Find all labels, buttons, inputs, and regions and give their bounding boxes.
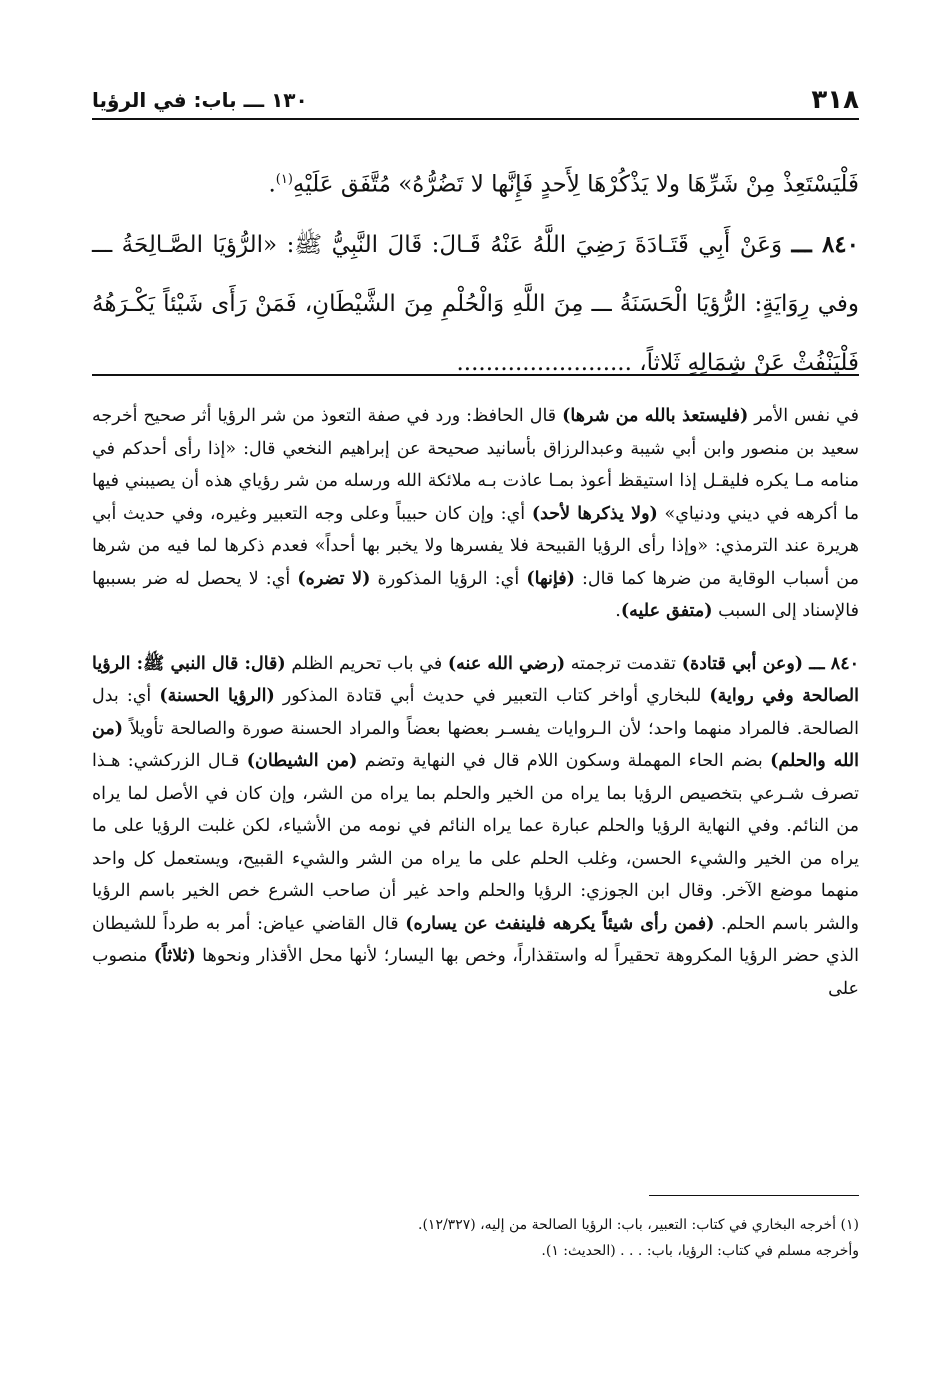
hadith-840: [92, 215, 859, 393]
continuation-text: فَلْيَسْتَعِذْ مِنْ شَرِّهَا ولا يَذْكُرْهَا لِأَحدٍ فَإِنَّها لا تَضُرُّهُ» مُتَّفَق عَلَيْهِ: [292, 171, 859, 198]
page-number: ٣١٨: [811, 85, 859, 115]
quoted-phrase: (قال: قال النبي ﷺ: الرؤيا الصالحة وفي رواية): [92, 653, 859, 706]
commentary-text: أي: لا يحصل له ضر بسببها فالإسناد إلى السبب: [92, 568, 859, 621]
quoted-phrase: (متفق عليه): [620, 601, 713, 621]
commentary-text: قـال الزركشي: هـذا تصرف شـرعي بتخصيص الرؤيا بما يراه من الخير والحلم بما يراه من الشر، وإن كان في الأصل لما يراه من النائم. وفي النهاية الرؤيا والحلم عبارة عما يراه النائم في نومه من الأشياء، لكن غلبت الرؤيا على ما يراه من الخير والشيء الحسن، وغلب الحلم على ما يراه من الشر والشيء القبيح، ويستعمل كل واحد منهما موضع الآخر. وقال ابن الجوزي: الرؤيا والحلم واحد غير أن صاحب الشرع خص الخير باسم الرؤيا والشر باسم الحلم.: [92, 751, 859, 934]
commentary-text: في نفس الأمر: [748, 406, 860, 426]
commentary-block: [92, 400, 859, 1005]
quoted-phrase: (من الشيطان): [246, 751, 358, 771]
quoted-phrase: (ولا يذكرها لأحد): [531, 503, 658, 524]
quoted-phrase: (فإنها): [526, 568, 575, 589]
chapter-title: ١٣٠ ـــ باب: في الرؤيا: [92, 88, 308, 112]
commentary-text: تقدمت ترجمته: [565, 653, 682, 674]
commentary-paragraph-1: [92, 400, 859, 628]
quoted-phrase: (لا تضره): [297, 568, 371, 589]
quoted-phrase: ٨٤٠ ـــ (وعن أبي قتادة): [681, 653, 859, 674]
commentary-text: للبخاري أواخر كتاب التعبير في حديث أبي قتادة المذكور: [274, 686, 710, 706]
commentary-text: بضم الحاء المهملة وسكون اللام قال في النهاية وتضم: [357, 751, 771, 771]
hadith-continuation: [92, 150, 859, 215]
commentary-text: أي: بدل الصالحة. فالمراد منهما واحد؛ لأن الـروايات يفسـر بعضها بعضاً والمراد الحسنة صورة والصالحة تأويلاً: [92, 686, 859, 739]
commentary-text: .: [615, 601, 621, 621]
quoted-phrase: (من الله والحلم): [92, 718, 859, 771]
commentary-text: أي: وإن كان حبيباً وعلى وجه التعبير وغيره، وفي حديث أبي هريرة عند الترمذي: «وإذا رأى الرؤيا القبيحة فلا يفسرها ولا يخبر بها أحداً» فعدم ذكرها لما فيه من شرها من أسباب الوقاية من ضرها كما قال:: [92, 503, 859, 589]
paragraph-gap: [92, 628, 859, 648]
hadith-number: ٨٤٠ ـــ: [791, 230, 859, 258]
footnote-divider: [649, 1195, 859, 1196]
hadith-text-block: [92, 150, 859, 393]
divider: [92, 374, 859, 376]
commentary-text: في باب تحريم الظلم: [285, 653, 448, 674]
quoted-phrase: (رضي الله عنه): [447, 653, 566, 674]
commentary-text: قال الحافظ: ورد في صفة التعوذ من شر الرؤيا أثر صحيح أخرجه سعيد بن منصور وابن أبي شيبة وعبدالرزاق بأسانيد صحيحة عن إبراهيم النخعي قال: «إذا رأى أحدكم في منامه مـا يكره فليقـل إذا استيقظ أعوذ بمـا عاذت بـه ملائكة الله ورسله من شر رؤياي هذه أن يصيبني فيها ما أكرهه في ديني ودنياي»: [92, 406, 860, 524]
commentary-text: منصوب على: [92, 946, 859, 999]
running-header: [92, 82, 859, 120]
footnote-1-continued: وأخرجه مسلم في كتاب: الرؤيا، باب: . . . (الحديث: ١).: [541, 1243, 859, 1259]
footnote-ref-1: (١): [275, 172, 293, 187]
footnote-1: (١) أخرجه البخاري في كتاب: التعبير، باب: الرؤيا الصالحة من إليه، (١٢/٣٢٧).: [418, 1217, 859, 1233]
hadith-840-text: وَعَنْ أَبِي قَتَـادَةَ رَضِيَ اللَّهُ عَنْهُ قَـالَ: قَالَ النَّبِيُّ ﷺ: «الرُّؤيَا الصَّـالِحَةُ ـــ وفي رِوَايَةٍ: الرُّؤيَا الْحَسَنَةُ ـــ مِنَ اللَّهِ وَالْحُلْمِ مِنَ الشَّيْطَانِ، فَمَنْ رَأَى شَيْئاً يَكْـرَهُهُ فَلْيَنْفُثْ عَنْ شِمَالِهِ ثَلاثاً،: [92, 231, 859, 376]
quoted-phrase: (فليستعذ بالله من شرها): [562, 406, 749, 426]
quoted-phrase: (الرؤيا الحسنة): [159, 686, 275, 706]
quoted-phrase: (فمن رأى شيئاً يكرهه فلينفث عن يساره): [405, 913, 715, 934]
commentary-text: أي: الرؤيا المذكورة: [370, 568, 527, 589]
footnotes: [92, 1212, 859, 1264]
end-mark: .: [268, 171, 276, 198]
commentary-text: قال القاضي عياض: أمر به طرداً للشيطان الذي حضر الرؤيا المكروهة تحقيراً له واستقذاراً، وخص بها اليسار؛ لأنها محل الأقذار ونحوها: [92, 913, 859, 966]
commentary-paragraph-2: [92, 648, 859, 1006]
continuation-dots: ........................: [456, 349, 632, 376]
quoted-phrase: (ثلاثاً): [153, 946, 196, 966]
